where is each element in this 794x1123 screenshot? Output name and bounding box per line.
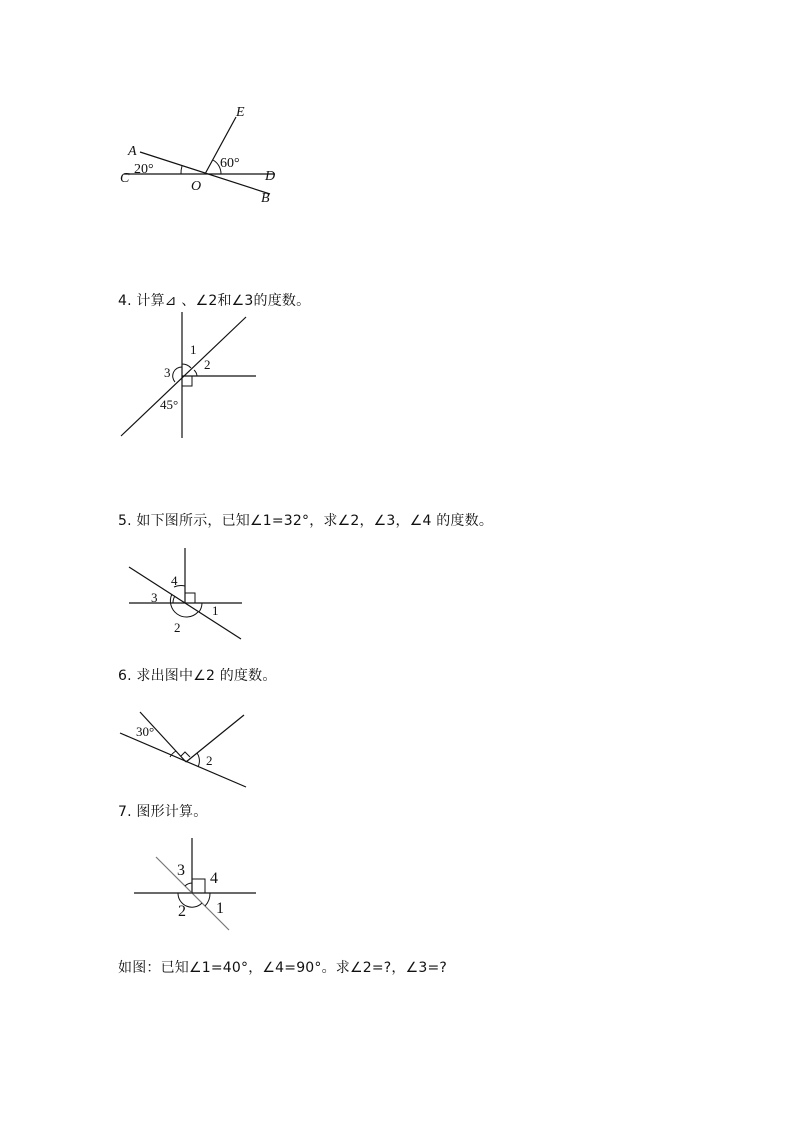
label-c: C <box>120 171 130 186</box>
q7-label-3: 3 <box>177 862 185 879</box>
question-7-condition: 如图：已知∠1=40°，∠4=90°。求∠2=?，∠3=? <box>118 960 448 976</box>
q6-label-30: 30° <box>136 724 155 739</box>
q7-label-2: 2 <box>178 903 186 920</box>
q5-label-2: 2 <box>174 620 181 635</box>
angle-label-left: 20° <box>134 162 154 177</box>
label-o: O <box>191 179 202 194</box>
question-7-text: 7. 图形计算。 <box>118 804 208 820</box>
q5-label-1: 1 <box>212 603 219 618</box>
label-b: B <box>261 191 270 206</box>
question-6-text: 6. 求出图中∠2 的度数。 <box>118 668 277 684</box>
figure-question-6 <box>118 705 253 795</box>
label-d: D <box>265 169 276 184</box>
q7-label-4: 4 <box>210 870 218 887</box>
q4-label-45: 45° <box>160 397 179 412</box>
figure-question-5 <box>124 545 249 645</box>
question-5-text: 5. 如下图所示，已知∠1=32°，求∠2，∠3，∠4 的度数。 <box>118 513 494 529</box>
figure-angles-aob-cod <box>110 95 310 215</box>
q5-label-4: 4 <box>171 573 178 588</box>
q7-label-1: 1 <box>216 900 224 917</box>
q4-label-3: 3 <box>164 365 171 380</box>
figure-question-7 <box>130 835 260 935</box>
question-4-text: 4. 计算⊿ 、∠2和∠3的度数。 <box>118 293 311 309</box>
q6-label-2: 2 <box>206 753 213 768</box>
q5-label-3: 3 <box>151 590 158 605</box>
angle-label-right: 60° <box>220 156 240 171</box>
figure-question-4 <box>118 312 263 442</box>
q4-label-2: 2 <box>204 357 211 372</box>
q4-label-1: 1 <box>190 342 197 357</box>
label-a: A <box>128 144 137 159</box>
label-e: E <box>236 105 245 120</box>
